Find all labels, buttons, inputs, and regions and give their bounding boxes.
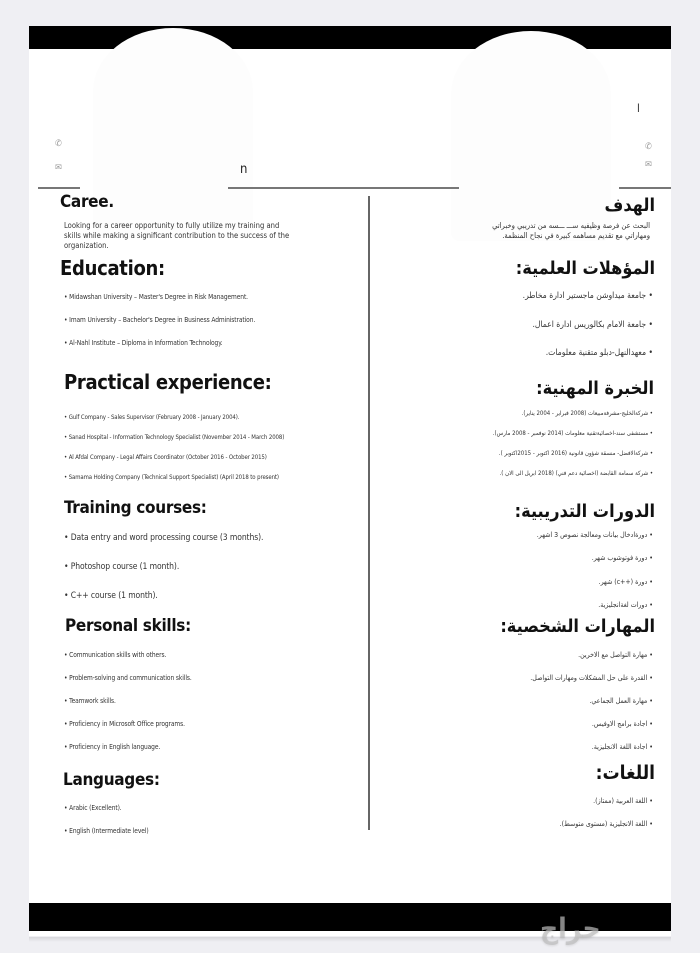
photo-placeholder-right xyxy=(451,31,611,241)
education-item: • Midawshan University – Master's Degree in Risk Management. xyxy=(64,293,248,301)
training-item-ar: • دورة فوتوشوب شهر. xyxy=(591,554,653,562)
skills-item-ar: • القدرة على حل المشكلات ومهارات التواصل. xyxy=(530,674,653,682)
phone-icon: ✆ xyxy=(645,142,652,152)
skills-heading: Personal skills: xyxy=(65,616,191,636)
experience-item-ar: • شركةالخليج-مشرفةمبيعات (2008 فبراير - 2004 يناير). xyxy=(521,410,653,417)
name-fragment-ar: ا xyxy=(637,102,640,115)
experience-item: • Gulf Company - Sales Supervisor (February 2008 - January 2004). xyxy=(64,414,240,421)
training-item-ar: • دورة (++c) شهر. xyxy=(598,578,653,586)
email-icon: ✉ xyxy=(645,160,652,170)
skills-item: • Teamwork skills. xyxy=(64,697,116,705)
experience-item: • Al Afdal Company - Legal Affairs Coordinator (October 2016 - October 2015) xyxy=(64,454,267,461)
objective-heading: الهدف xyxy=(604,195,655,216)
education-item-ar: • جامعة ميداوشن ماجستير ادارة مخاطر. xyxy=(522,291,653,301)
career-text: Looking for a career opportunity to fully utilize my training and skills while making a significant contribution to the success of the organization. xyxy=(64,221,290,250)
header-rule-left xyxy=(38,187,80,189)
skills-item-ar: • اجادة اللغة الانجليزية. xyxy=(591,743,653,751)
education-item-ar: • جامعة الامام بكالوريس ادارة اعمال. xyxy=(532,320,653,330)
skills-item: • Communication skills with others. xyxy=(64,651,167,659)
skills-item: • Proficiency in English language. xyxy=(64,743,161,751)
header-rule-right xyxy=(619,187,671,189)
skills-item: • Problem-solving and communication skills. xyxy=(64,674,192,682)
training-item: • Photoshop course (1 month). xyxy=(64,562,180,572)
skills-heading-ar: المهارات الشخصية: xyxy=(500,616,655,637)
languages-heading-ar: اللغات: xyxy=(595,762,655,784)
skills-item-ar: • اجادة برامج الاوفيس. xyxy=(591,720,653,728)
objective-text-line2: ومهاراتي مع تقديم مساهمه كبيرة في نجاح المنظمة. xyxy=(502,231,650,240)
languages-heading: Languages: xyxy=(63,770,160,790)
education-item-ar: • معهدالنهل-دبلو متقنية معلومات. xyxy=(545,348,653,358)
phone-icon: ✆ xyxy=(55,139,62,149)
column-divider xyxy=(368,196,370,830)
resume-page xyxy=(29,26,671,936)
experience-item: • Sanad Hospital - Information Technology Specialist (November 2014 - March 2008) xyxy=(64,434,285,441)
header-rule-center xyxy=(228,187,459,189)
skills-item-ar: • مهارة التواصل مع الاخرين. xyxy=(578,651,653,659)
experience-item-ar: • مستشفى سند-اخصائيةتقنية معلومات (2014 نوفمبر - 2008 مارس). xyxy=(492,430,653,437)
languages-item: • English (Intermediate level) xyxy=(64,827,149,835)
languages-item: • Arabic (Excellent). xyxy=(64,804,122,812)
objective-text-line1: البحث عن فرصة وظيفيه ســـ ـــسه من تدريبي وخبراتي xyxy=(492,221,650,230)
training-heading: Training courses: xyxy=(64,498,207,518)
skills-item: • Proficiency in Microsoft Office programs. xyxy=(64,720,185,728)
experience-heading: Practical experience: xyxy=(64,370,272,394)
experience-item-ar: • شركةالافضل- منسقة شؤون قانونية (2016 اكتوبر - 2015اكتوبر ). xyxy=(498,450,653,457)
education-item: • Imam University – Bachelor's Degree in Business Administration. xyxy=(64,316,256,324)
languages-item-ar: • اللغة الانجليزية (مستوى متوسط). xyxy=(559,820,653,828)
languages-item-ar: • اللغة العربية (ممتاز). xyxy=(593,797,653,805)
name-fragment-en: n xyxy=(240,162,248,177)
experience-heading-ar: الخبرة المهنية: xyxy=(536,378,654,399)
training-heading-ar: الدورات التدريبية: xyxy=(514,501,655,522)
training-item-ar: • دورةادخال بيانات ومعالجة نصوص 3 اشهر. xyxy=(536,531,653,539)
education-heading-ar: المؤهلات العلمية: xyxy=(515,258,655,279)
email-icon: ✉ xyxy=(55,163,62,173)
experience-item: • Samama Holding Company (Technical Support Specialist) (April 2018 to present) xyxy=(64,474,279,481)
photo-placeholder-left xyxy=(93,28,253,238)
training-item: • Data entry and word processing course (3 months). xyxy=(64,533,264,543)
training-item-ar: • دورات لغةانجليزية. xyxy=(598,601,653,609)
skills-item-ar: • مهارة العمل الجماعي. xyxy=(589,697,653,705)
watermark-logo: حراج xyxy=(540,912,601,945)
training-item: • C++ course (1 month). xyxy=(64,591,158,601)
education-item: • Al-Nahl Institute – Diploma in Information Technology. xyxy=(64,339,223,347)
career-heading: Caree. xyxy=(60,192,114,212)
education-heading: Education: xyxy=(60,256,165,280)
experience-item-ar: • شركة سمامة القابضة (اخصائية دعم فني) (2018 ابريل الى الان ). xyxy=(499,470,653,477)
